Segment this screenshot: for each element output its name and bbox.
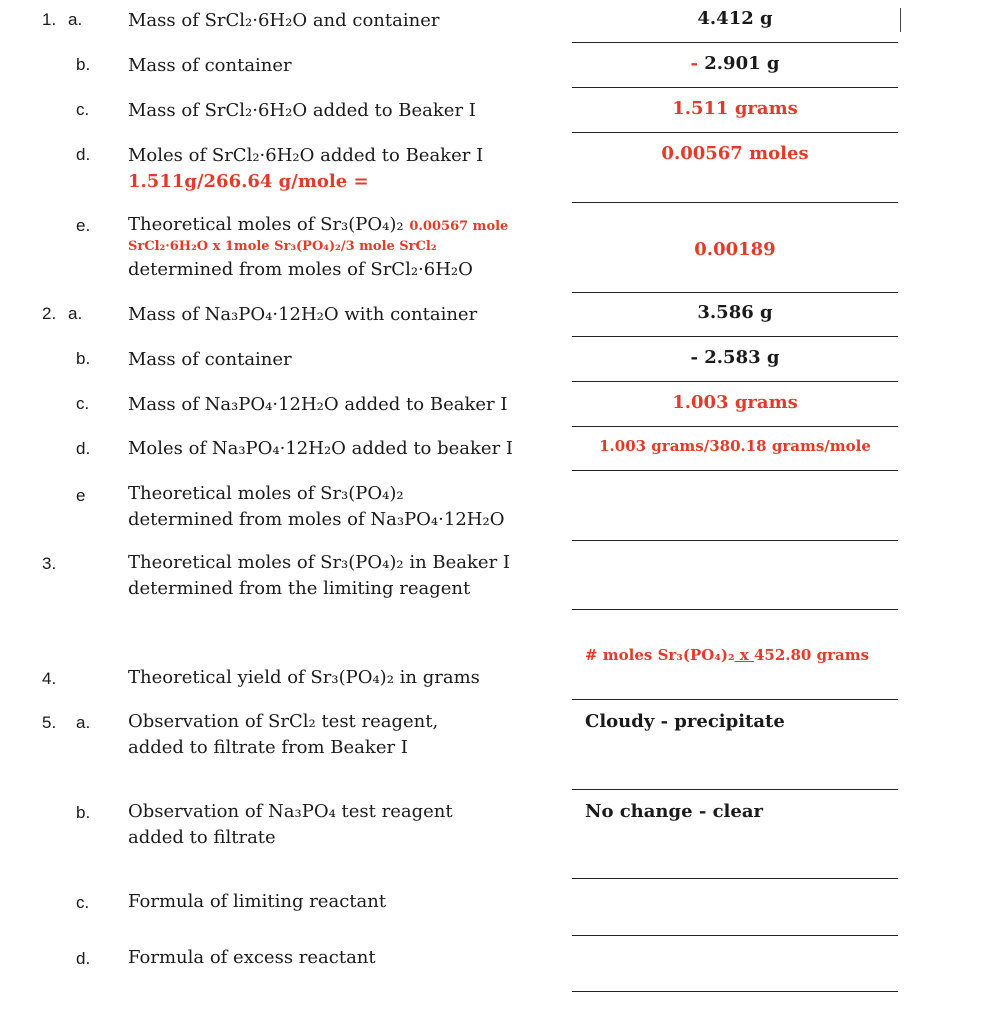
item-letter: a. [68, 10, 83, 29]
minus-sign: - [690, 53, 698, 74]
label-mass-container-1: Mass of container [128, 55, 292, 76]
item-letter: c. [76, 394, 90, 413]
item-letter: b. [76, 803, 91, 822]
item-number-5: 5. [42, 713, 57, 732]
item-letter: e [76, 486, 86, 505]
answer-mass-srcl2-container: 4.412 g [697, 8, 773, 29]
answer-line [572, 878, 898, 879]
note-moles-calculation: 1.511g/266.64 g/mole = [128, 171, 369, 192]
label-theoretical-yield: Theoretical yield of Sr₃(PO₄)₂ in grams [128, 667, 480, 688]
item-letter: b. [76, 55, 91, 74]
item-letter: d. [76, 439, 91, 458]
answer-line [572, 42, 898, 43]
answer-line [572, 381, 898, 382]
label-observation-na3po4: Observation of Na₃PO₄ test reagent [128, 801, 453, 822]
item-letter: a. [68, 304, 83, 323]
label-theoretical-moles-limiting-line2: determined from the limiting reagent [128, 578, 471, 599]
item-letter: b. [76, 349, 91, 368]
item-letter: c. [76, 893, 90, 912]
text-cursor [900, 8, 901, 32]
label-theoretical-moles-2: Theoretical moles of Sr₃(PO₄)₂ [128, 483, 404, 504]
label-theoretical-moles-1-line2: determined from moles of SrCl₂·6H₂O [128, 259, 473, 280]
label-mass-na3po4-added: Mass of Na₃PO₄·12H₂O added to Beaker I [128, 394, 508, 415]
item-letter: c. [76, 100, 90, 119]
answer-observation-na3po4: No change - clear [585, 801, 763, 822]
label-theoretical-moles-2-line2: determined from moles of Na₃PO₄·12H₂O [128, 509, 505, 530]
answer-value: 2.901 g [704, 53, 780, 74]
answer-line [572, 132, 898, 133]
label-excess-reactant: Formula of excess reactant [128, 947, 376, 968]
answer-line [572, 292, 898, 293]
item-letter: d. [76, 949, 91, 968]
item-number-4: 4. [42, 669, 57, 688]
answer-theoretical-moles-1: 0.00189 [694, 239, 776, 260]
answer-molar-mass: 452.80 grams [753, 646, 870, 664]
answer-mass-container-2: - 2.583 g [690, 347, 780, 368]
label-moles-na3po4: Moles of Na₃PO₄·12H₂O added to beaker I [128, 438, 514, 459]
answer-multiply: x [734, 646, 754, 664]
label-theoretical-moles-1 [128, 212, 508, 240]
answer-line [572, 202, 898, 203]
answer-line [572, 935, 898, 936]
item-number-3: 3. [42, 554, 57, 573]
answer-line [572, 426, 898, 427]
answer-line [572, 87, 898, 88]
label-limiting-reactant: Formula of limiting reactant [128, 891, 387, 912]
item-number-2: 2. [42, 304, 57, 323]
answer-line [572, 991, 898, 992]
answer-mass-na3po4-added: 1.003 grams [672, 392, 798, 413]
label-observation-na3po4-line2: added to filtrate [128, 827, 276, 848]
label-observation-srcl2: Observation of SrCl₂ test reagent, [128, 711, 439, 732]
note-moles-value: 0.00567 mole [409, 219, 509, 234]
item-letter: a. [76, 713, 91, 732]
answer-line [572, 336, 898, 337]
label-theoretical-moles-limiting: Theoretical moles of Sr₃(PO₄)₂ in Beaker I [128, 552, 511, 573]
label-mass-srcl2-added: Mass of SrCl₂·6H₂O added to Beaker I [128, 100, 476, 121]
answer-theoretical-yield [585, 646, 869, 664]
item-letter: d. [76, 145, 91, 164]
label-mass-container-2: Mass of container [128, 349, 292, 370]
answer-line [572, 609, 898, 610]
answer-mass-srcl2-added: 1.511 grams [672, 98, 798, 119]
label-moles-srcl2: Moles of SrCl₂·6H₂O added to Beaker I [128, 145, 484, 166]
label-observation-srcl2-line2: added to filtrate from Beaker I [128, 737, 408, 758]
label-mass-srcl2-container: Mass of SrCl₂·6H₂O and container [128, 10, 440, 31]
label-mass-na3po4-container: Mass of Na₃PO₄·12H₂O with container [128, 304, 478, 325]
label-text: Theoretical moles of Sr₃(PO₄)₂ [128, 214, 404, 235]
answer-moles-part: # moles Sr₃(PO₄)₂ [585, 646, 735, 664]
answer-observation-srcl2: Cloudy - precipitate [585, 711, 785, 732]
answer-line [572, 540, 898, 541]
note-stoichiometry: SrCl₂·6H₂O x 1mole Sr₃(PO₄)₂/3 mole SrCl₂ [128, 239, 437, 254]
answer-line [572, 789, 898, 790]
item-letter: e. [76, 216, 91, 235]
answer-mass-container-1 [572, 53, 898, 74]
answer-moles-srcl2: 0.00567 moles [661, 143, 809, 164]
answer-line [572, 470, 898, 471]
answer-mass-na3po4-container: 3.586 g [697, 302, 773, 323]
answer-line [572, 699, 898, 700]
answer-moles-na3po4: 1.003 grams/380.18 grams/mole [599, 437, 871, 455]
item-number-1: 1. [42, 10, 57, 29]
